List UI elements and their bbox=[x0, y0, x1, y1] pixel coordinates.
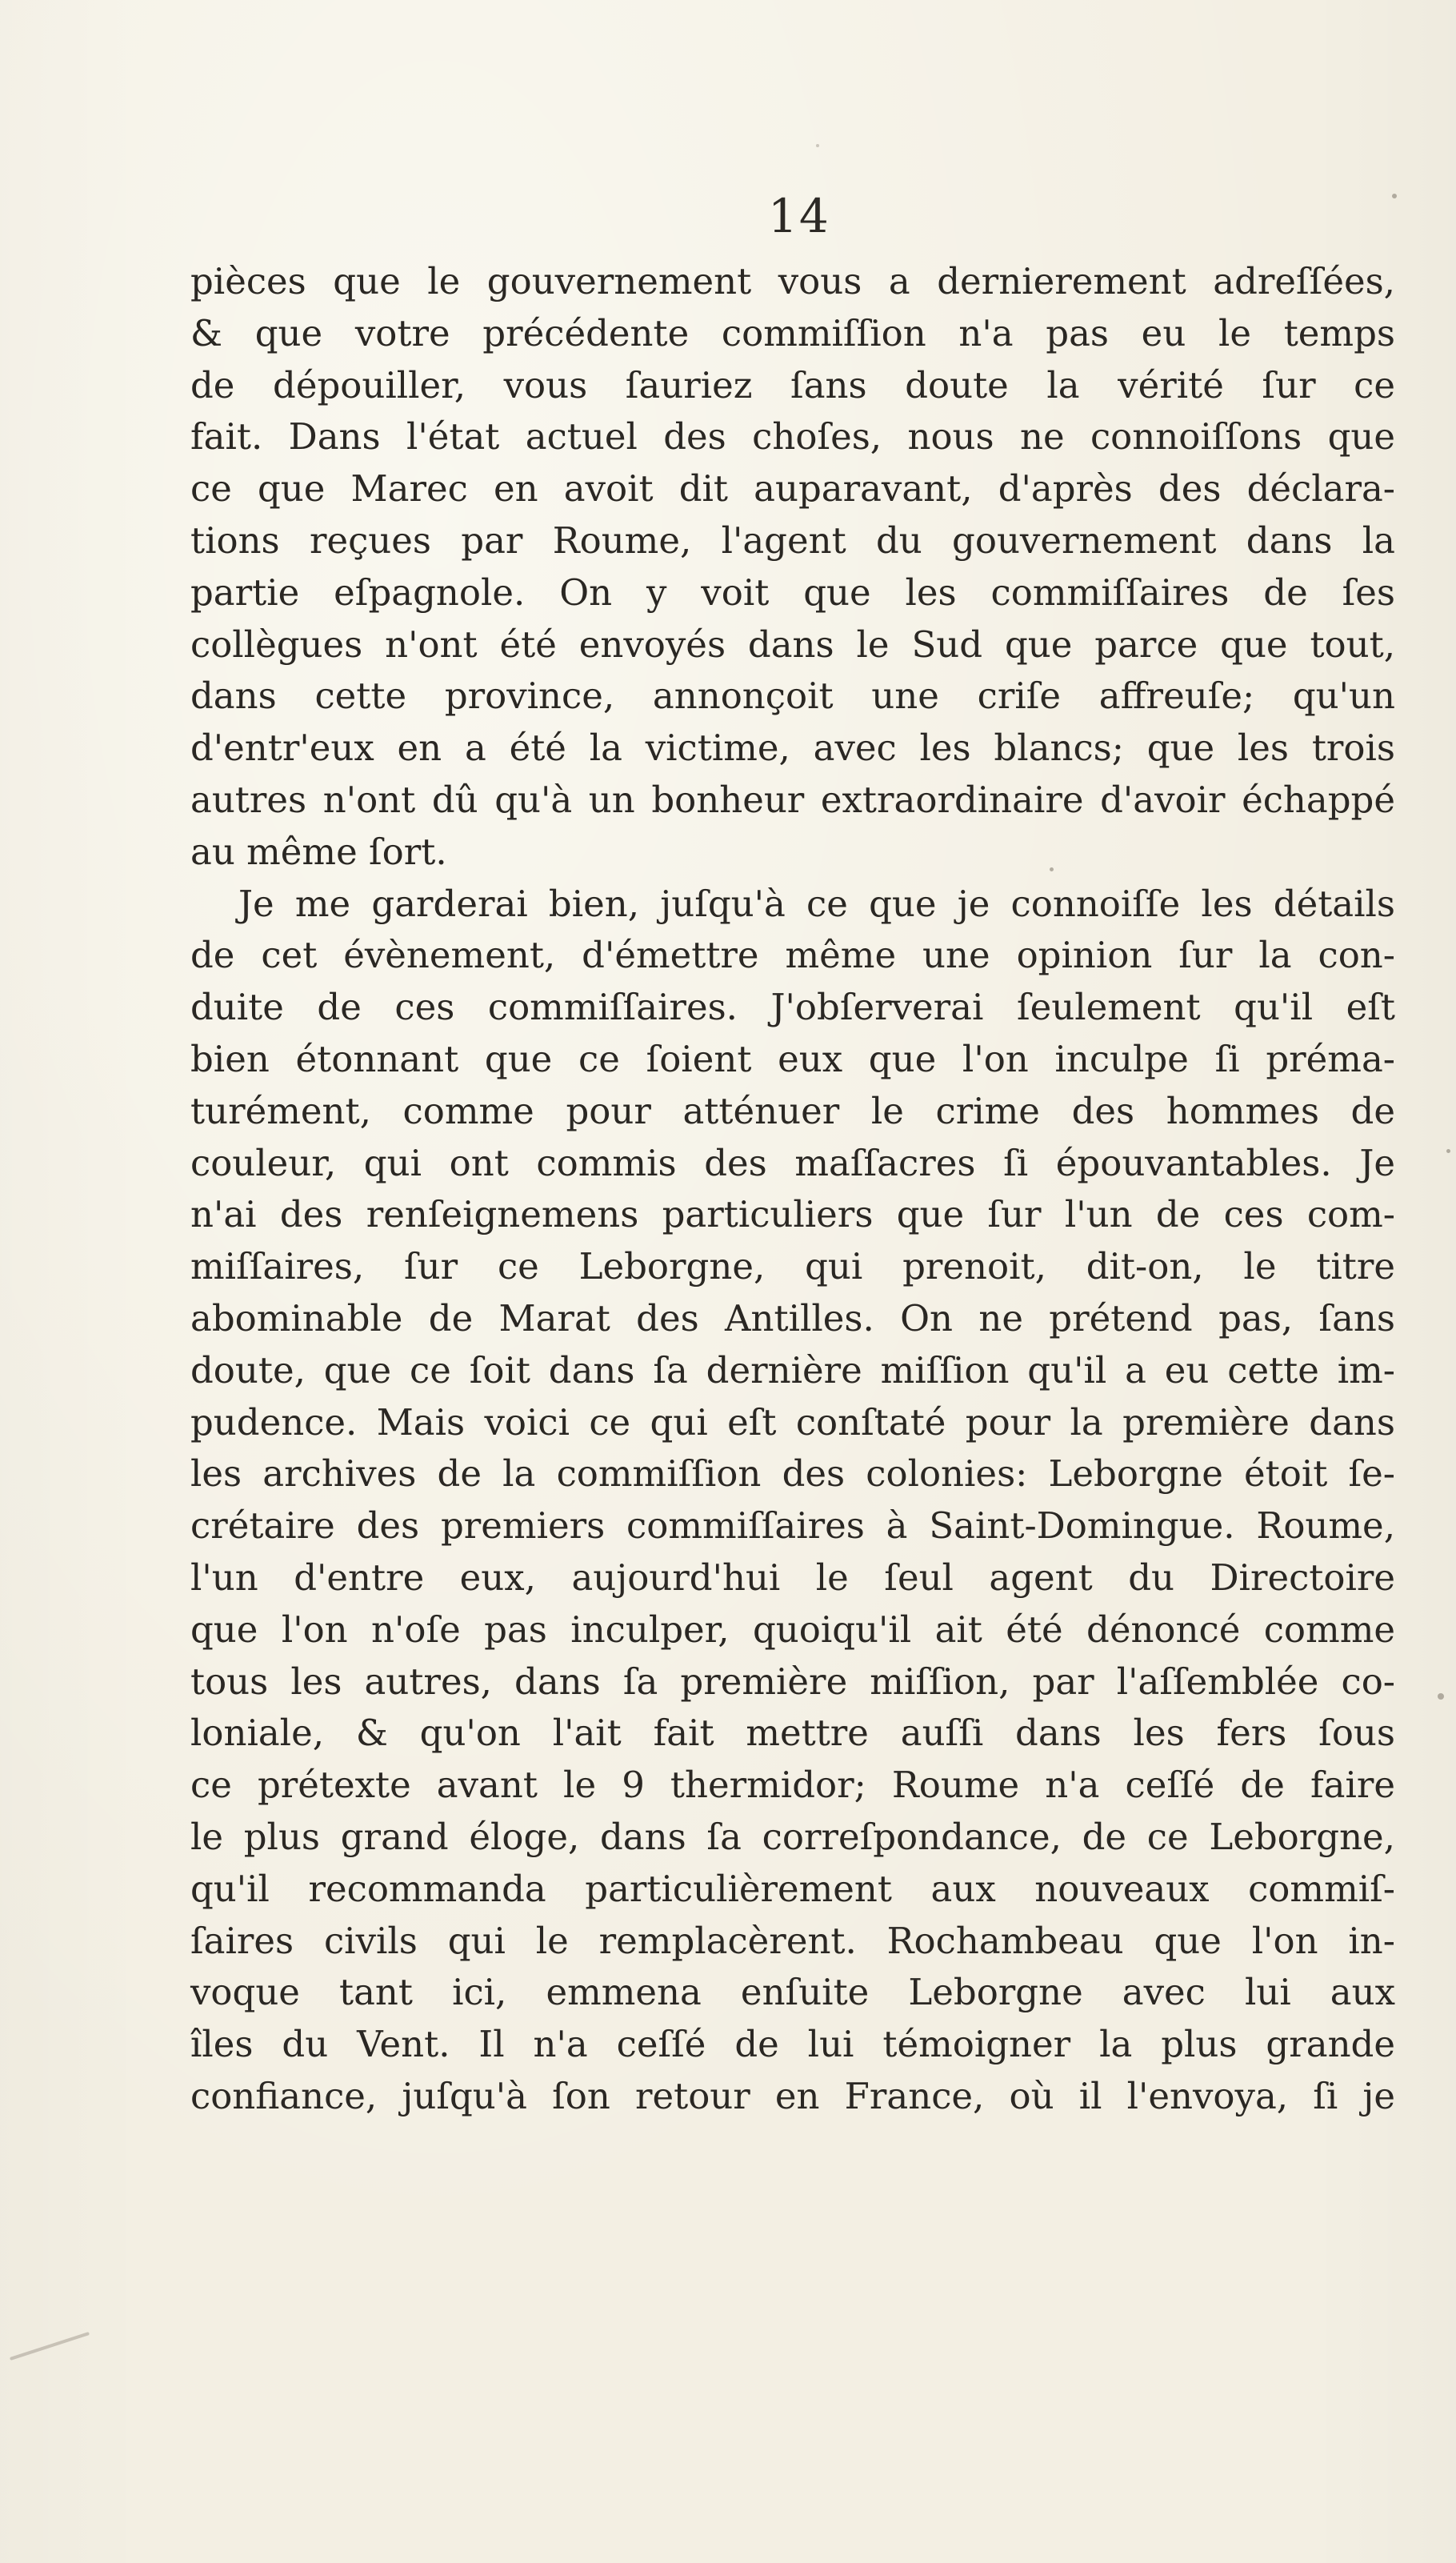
text-line: tous les autres, dans ſa première miſſion, par l'aſſemblée co- bbox=[190, 1660, 1395, 1703]
text-line: couleur, qui ont commis des maſſacres ſi épouvantables. Je bbox=[190, 1141, 1395, 1184]
text-line: doute, que ce ſoit dans ſa dernière miſſion qu'il a eu cette im- bbox=[190, 1348, 1395, 1392]
body-text bbox=[190, 256, 1395, 2123]
text-line: loniale, & qu'on l'ait fait mettre auſſi dans les fers ſous bbox=[190, 1712, 1395, 1755]
text-line: pudence. Mais voici ce qui eſt conſtaté pour la première dans bbox=[190, 1400, 1395, 1444]
text-line: d'entr'eux en a été la victime, avec les blancs; que les trois bbox=[190, 727, 1395, 770]
text-line: confiance, juſqu'à ſon retour en France, où il l'envoya, ſi je bbox=[190, 2074, 1395, 2117]
text-line: Je me garderai bien, juſqu'à ce que je connoiſſe les détails bbox=[238, 882, 1395, 925]
text-line: crétaire des premiers commiſſaires à Saint-Domingue. Roume, bbox=[190, 1504, 1395, 1548]
text-line: bien étonnant que ce ſoient eux que l'on inculpe ſi préma- bbox=[190, 1037, 1395, 1080]
text-line: les archives de la commiſſion des colonies: Leborgne étoit ſe- bbox=[190, 1452, 1395, 1496]
text-line: turément, comme pour atténuer le crime des hommes de bbox=[190, 1089, 1395, 1132]
text-line: miſſaires, ſur ce Leborgne, qui prenoit, dit-on, le titre bbox=[190, 1245, 1395, 1288]
paper-speck bbox=[816, 144, 819, 147]
text-line: l'un d'entre eux, aujourd'hui le ſeul agent du Directoire bbox=[190, 1556, 1395, 1599]
text-line: de dépouiller, vous ſauriez ſans doute la vérité ſur ce bbox=[190, 363, 1395, 406]
text-line: dans cette province, annonçoit une criſe affreuſe; qu'un bbox=[190, 675, 1395, 718]
paper-smudge bbox=[10, 2332, 90, 2361]
text-line: autres n'ont dû qu'à un bonheur extraordinaire d'avoir échappé bbox=[190, 778, 1395, 821]
text-line: au même ſort. bbox=[190, 830, 447, 873]
text-line: partie eſpagnole. On y voit que les commiſſaires de ſes bbox=[190, 571, 1395, 614]
text-line: fait. Dans l'état actuel des choſes, nous ne connoiſſons que bbox=[190, 415, 1395, 459]
text-line: de cet évènement, d'émettre même une opinion ſur la con- bbox=[190, 934, 1395, 977]
text-line: ce prétexte avant le 9 thermidor; Roume n'a ceſſé de faire bbox=[190, 1764, 1395, 1807]
paper-speck bbox=[1392, 194, 1397, 198]
text-line: collègues n'ont été envoyés dans le Sud que parce que tout, bbox=[190, 623, 1395, 666]
text-line: qu'il recommanda particulièrement aux nouveaux commiſ- bbox=[190, 1867, 1395, 1910]
text-line: pièces que le gouvernement vous a dernierement adreſſées, bbox=[190, 260, 1395, 302]
text-line: îles du Vent. Il n'a ceſſé de lui témoigner la plus grande bbox=[190, 2023, 1395, 2066]
text-line: voque tant ici, emmena enſuite Leborgne avec lui aux bbox=[190, 1971, 1395, 2014]
page-number: 14 bbox=[768, 189, 830, 243]
paper-speck bbox=[1438, 1693, 1444, 1700]
text-line: abominable de Marat des Antilles. On ne prétend pas, ſans bbox=[190, 1296, 1395, 1340]
text-line: ce que Marec en avoit dit auparavant, d'après des déclara- bbox=[190, 467, 1395, 511]
text-line: & que votre précédente commiſſion n'a pas eu le temps bbox=[190, 311, 1395, 354]
text-line: duite de ces commiſſaires. J'obſerverai ſeulement qu'il eſt bbox=[190, 986, 1395, 1029]
paper-speck bbox=[1446, 1149, 1450, 1153]
paper-speck bbox=[1050, 867, 1054, 871]
text-line: tions reçues par Roume, l'agent du gouvernement dans la bbox=[190, 519, 1395, 562]
text-line: ſaires civils qui le remplacèrent. Rochambeau que l'on in- bbox=[190, 1919, 1395, 1962]
text-line: n'ai des renſeignemens particuliers que ſur l'un de ces com- bbox=[190, 1193, 1395, 1236]
text-line: le plus grand éloge, dans ſa correſpondance, de ce Leborgne, bbox=[190, 1815, 1395, 1858]
text-line: que l'on n'oſe pas inculper, quoiqu'il ait été dénoncé comme bbox=[190, 1608, 1395, 1651]
